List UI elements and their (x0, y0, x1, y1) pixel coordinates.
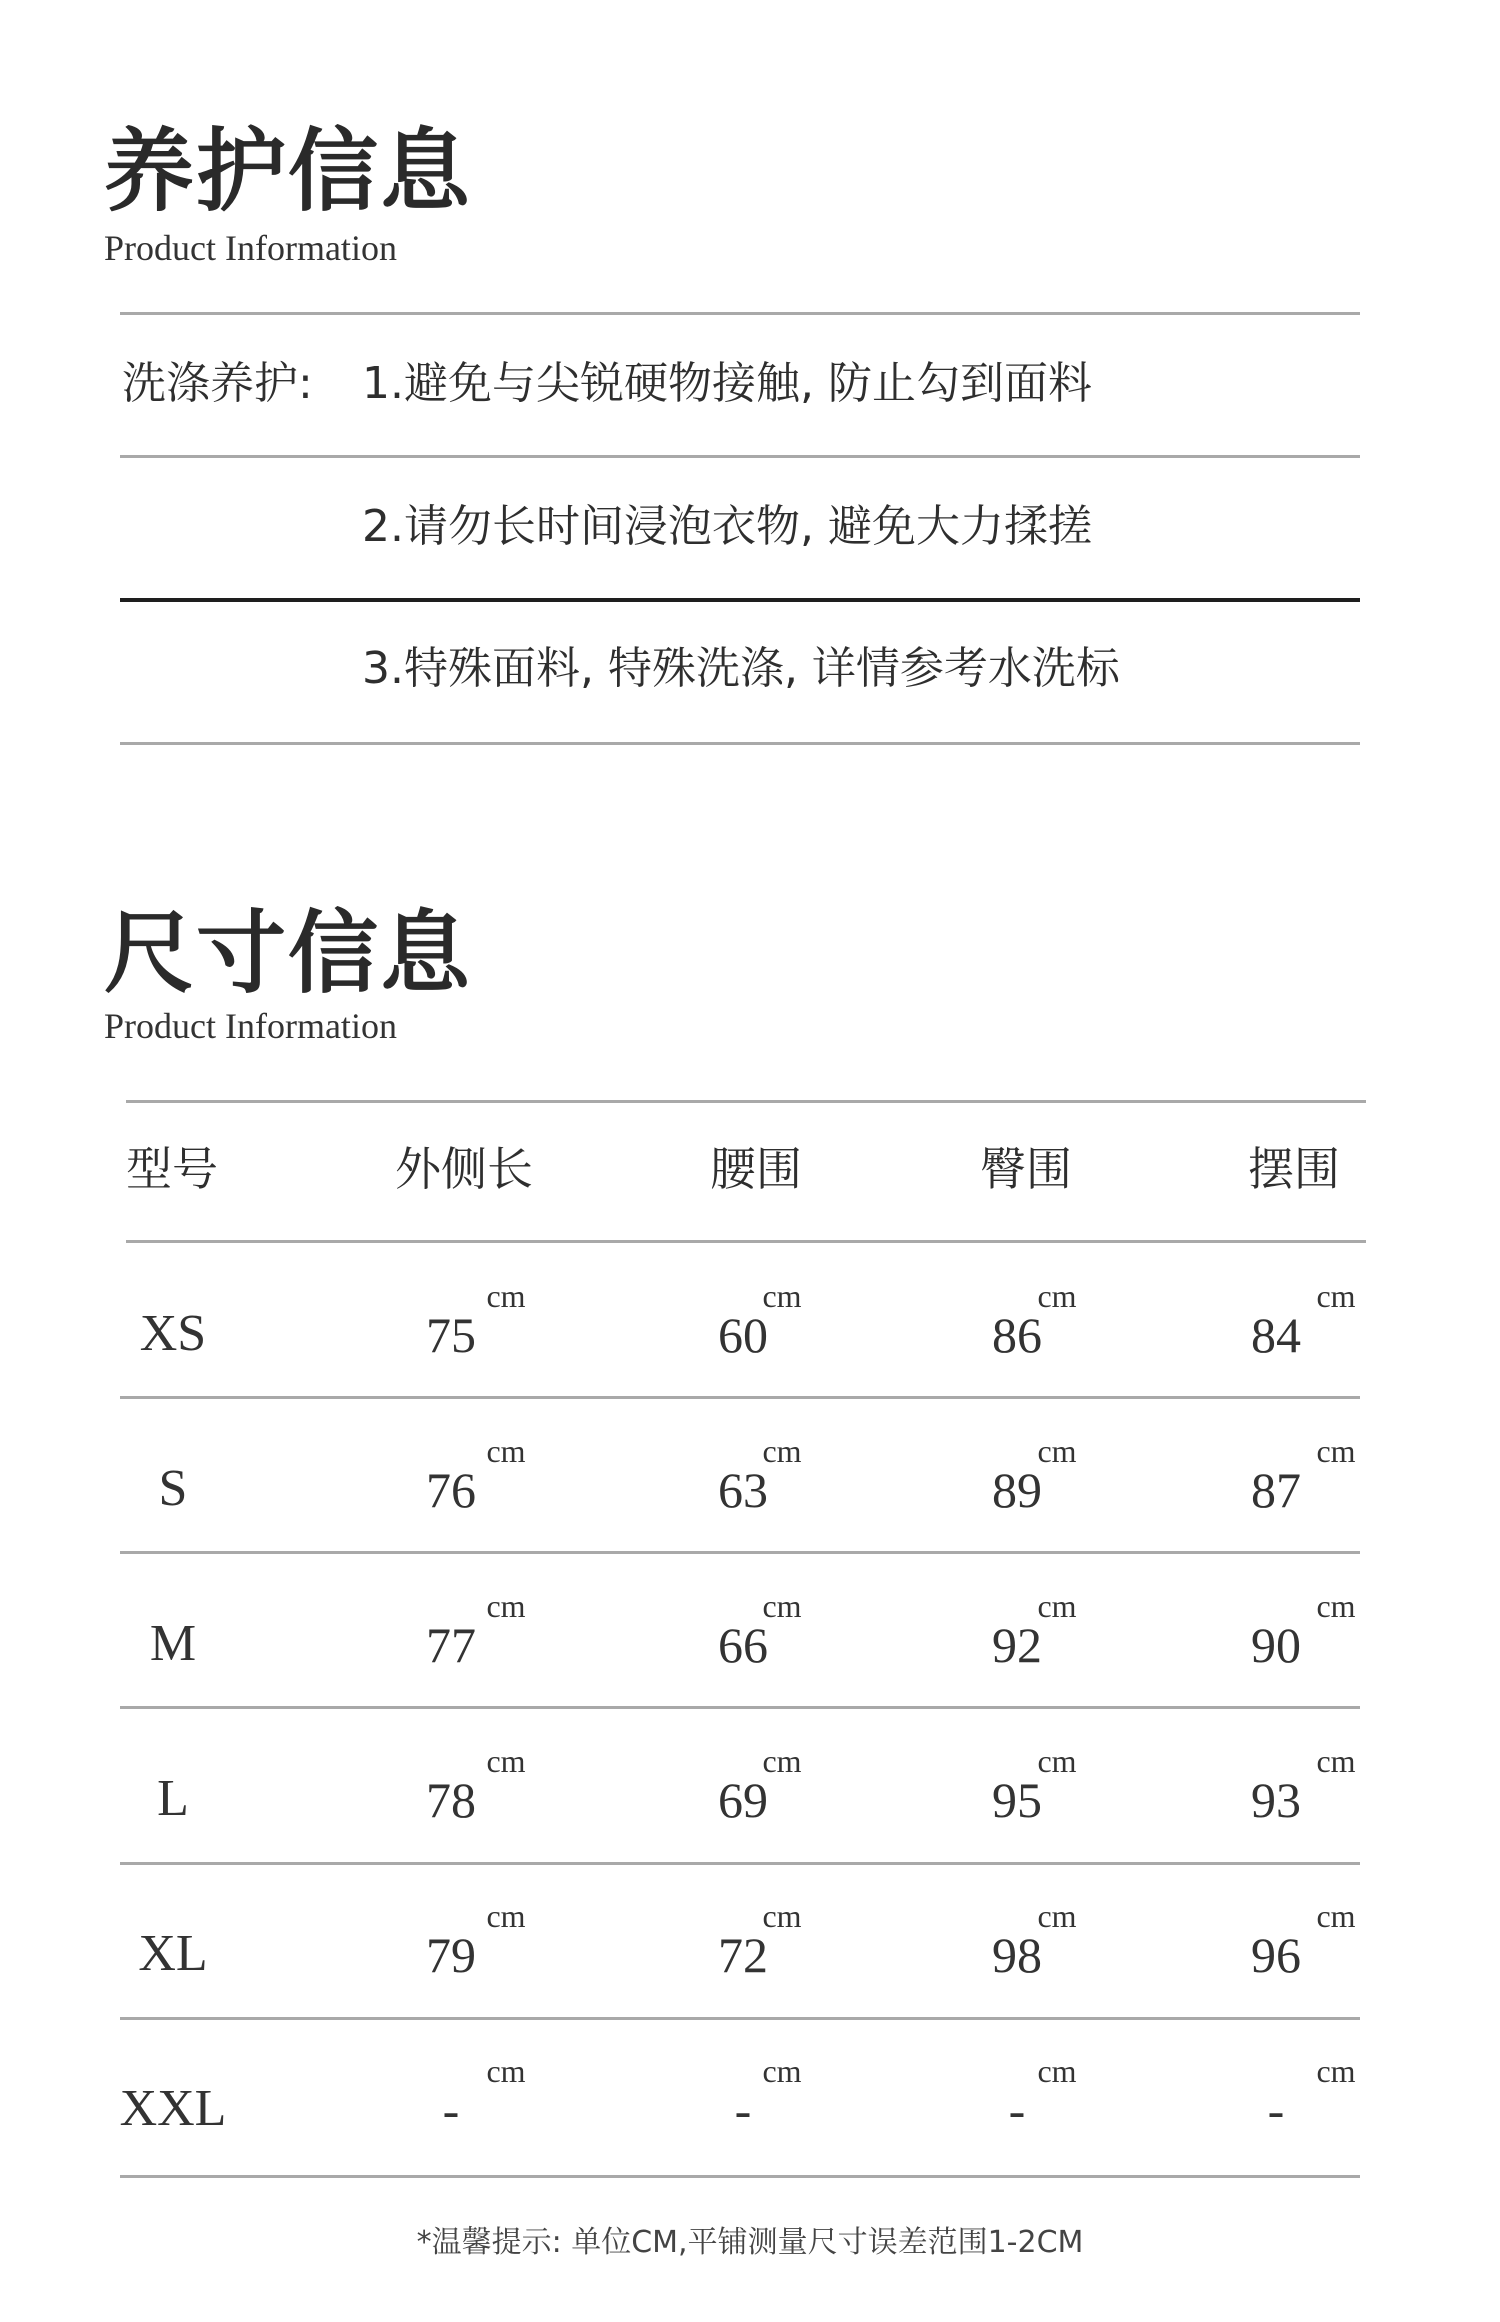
outer-length-value: 76 (426, 1462, 476, 1518)
hip-value: - (1008, 2082, 1026, 2138)
hem-value: 90 (1251, 1617, 1301, 1673)
column-header-outer-length: 外侧长 (395, 1142, 533, 1196)
care-item-1: 1.避免与尖锐硬物接触, 防止勾到面料 (362, 358, 1092, 409)
row-divider (120, 2017, 1360, 2020)
divider (120, 598, 1360, 602)
hem-value: 87 (1251, 1462, 1301, 1518)
unit-label: cm (1037, 1588, 1077, 1624)
care-item-3: 3.特殊面料, 特殊洗涤, 详情参考水洗标 (362, 643, 1120, 694)
waist-value: 72 (718, 1927, 768, 1983)
waist-value: 63 (718, 1462, 768, 1518)
outer-length-value: 77 (426, 1617, 476, 1673)
outer-length-value: 75 (426, 1307, 476, 1363)
unit-label: cm (486, 1743, 526, 1779)
outer-length-value: - (442, 2082, 460, 2138)
unit-label: cm (762, 2053, 802, 2089)
row-divider (120, 1396, 1360, 1399)
unit-label: cm (1316, 1278, 1356, 1314)
unit-label: cm (486, 1278, 526, 1314)
divider (120, 455, 1360, 458)
column-header-waist: 腰围 (710, 1142, 802, 1196)
unit-label: cm (1037, 1898, 1077, 1934)
unit-label: cm (1037, 1743, 1077, 1779)
care-subtitle: Product Information (104, 228, 397, 268)
row-divider (120, 1862, 1360, 1865)
hip-value: 98 (992, 1927, 1042, 1983)
unit-label: cm (1316, 1588, 1356, 1624)
hem-value: 93 (1251, 1772, 1301, 1828)
unit-label: cm (1316, 1898, 1356, 1934)
unit-label: cm (762, 1743, 802, 1779)
unit-label: cm (762, 1898, 802, 1934)
unit-label: cm (1316, 1743, 1356, 1779)
size-cell: M (149, 1615, 197, 1672)
table-header-rule (126, 1240, 1366, 1243)
hip-value: 95 (992, 1772, 1042, 1828)
unit-label: cm (486, 1898, 526, 1934)
hem-value: - (1267, 2082, 1285, 2138)
size-cell: S (158, 1460, 188, 1517)
size-cell: XXL (119, 2080, 227, 2137)
size-subtitle: Product Information (104, 1006, 397, 1046)
unit-label: cm (1037, 2053, 1077, 2089)
size-title: 尺寸信息 (104, 900, 472, 1006)
table-top-rule (126, 1100, 1366, 1103)
column-header-size: 型号 (126, 1142, 218, 1196)
outer-length-value: 78 (426, 1772, 476, 1828)
unit-label: cm (486, 1588, 526, 1624)
divider (120, 742, 1360, 745)
unit-label: cm (762, 1278, 802, 1314)
waist-value: 60 (718, 1307, 768, 1363)
table-bottom-rule (120, 2175, 1360, 2178)
unit-label: cm (1037, 1278, 1077, 1314)
hip-value: 86 (992, 1307, 1042, 1363)
size-note: *温馨提示: 单位CM,平铺测量尺寸误差范围1-2CM (416, 2225, 1084, 2260)
waist-value: - (734, 2082, 752, 2138)
row-divider (120, 1706, 1360, 1709)
column-header-hem: 摆围 (1248, 1142, 1340, 1196)
unit-label: cm (762, 1433, 802, 1469)
waist-value: 66 (718, 1617, 768, 1673)
row-divider (120, 1551, 1360, 1554)
size-cell: XS (139, 1305, 207, 1362)
unit-label: cm (1316, 1433, 1356, 1469)
column-header-hip: 臀围 (980, 1142, 1072, 1196)
hip-value: 89 (992, 1462, 1042, 1518)
care-label: 洗涤养护: (122, 358, 313, 409)
unit-label: cm (1316, 2053, 1356, 2089)
size-cell: XL (138, 1925, 208, 1982)
hem-value: 96 (1251, 1927, 1301, 1983)
unit-label: cm (486, 2053, 526, 2089)
care-title: 养护信息 (104, 118, 472, 224)
unit-label: cm (1037, 1433, 1077, 1469)
size-cell: L (157, 1770, 189, 1827)
unit-label: cm (762, 1588, 802, 1624)
waist-value: 69 (718, 1772, 768, 1828)
care-item-2: 2.请勿长时间浸泡衣物, 避免大力揉搓 (362, 501, 1092, 552)
outer-length-value: 79 (426, 1927, 476, 1983)
divider (120, 312, 1360, 315)
unit-label: cm (486, 1433, 526, 1469)
hip-value: 92 (992, 1617, 1042, 1673)
hem-value: 84 (1251, 1307, 1301, 1363)
